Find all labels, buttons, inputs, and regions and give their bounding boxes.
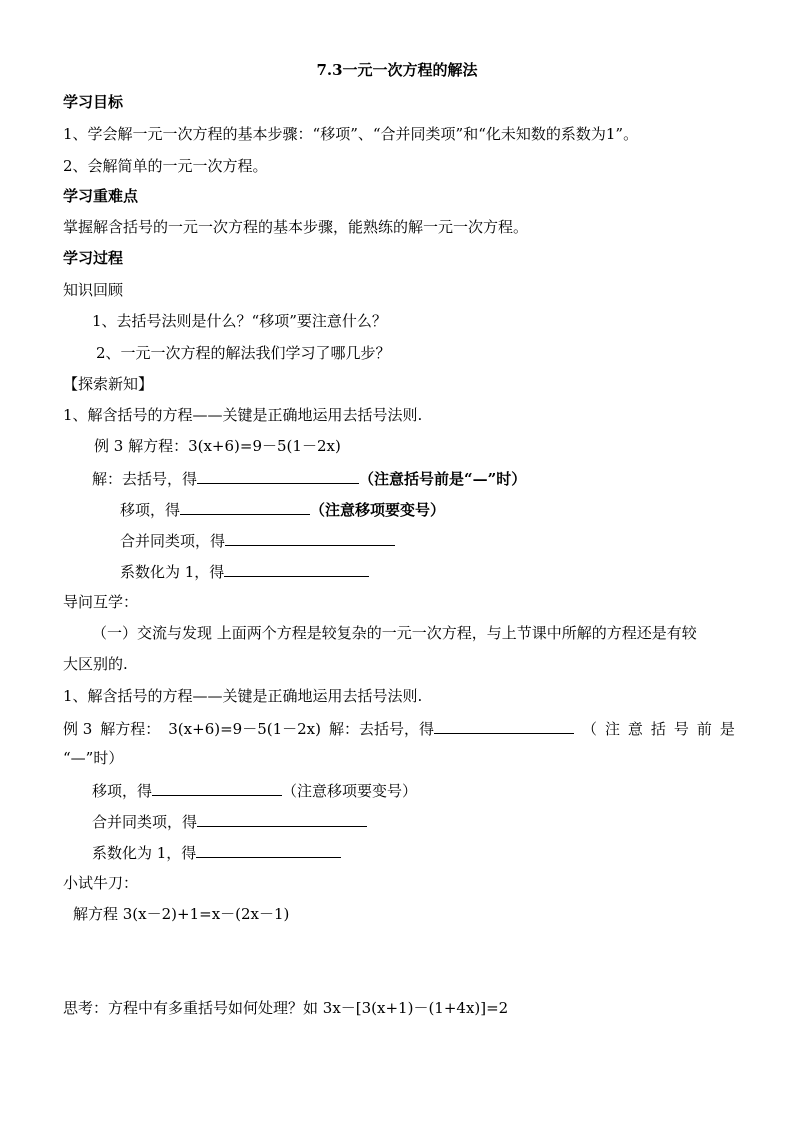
step-2-note: （注意移项要变号） (310, 501, 446, 519)
example-b-label: 例 3 (63, 720, 93, 738)
note-char-5: 前 (696, 720, 712, 738)
step-2-prefix: 移项，得 (92, 782, 153, 800)
answer-blank-3[interactable] (225, 529, 395, 546)
process-heading: 学习过程 (63, 249, 124, 267)
step-2-prefix: 移项，得 (120, 501, 181, 519)
note-char-3: 括 (650, 720, 666, 738)
example-b-step-2 (92, 779, 417, 801)
note-char-2: 意 (627, 720, 643, 738)
page-title: 7.3一元一次方程的解法 (316, 61, 478, 79)
note-char-4: 号 (673, 720, 689, 738)
example-b-note-tail: “—”时） (63, 749, 124, 767)
example-b-step-1 (329, 717, 574, 739)
goal-2: 2、会解简单的一元一次方程。 (63, 157, 268, 175)
example-a-step-3 (120, 529, 395, 551)
explore-heading: 【探索新知】 (63, 375, 154, 393)
step-3-prefix: 合并同类项，得 (92, 813, 198, 831)
step-4-prefix: 系数化为 1，得 (120, 563, 225, 581)
think-text: 思考：方程中有多重括号如何处理？如 3x－[3(x+1)－(1+4x)]=2 (63, 999, 509, 1017)
answer-blank-4[interactable] (224, 560, 369, 577)
answer-blank-5[interactable] (434, 717, 574, 734)
explore-item-1-repeat: 1、解含括号的方程——关键是正确地运用去括号法则. (63, 687, 423, 705)
practice-heading: 小试牛刀： (63, 874, 139, 892)
key-heading: 学习重难点 (63, 187, 139, 205)
note-char-6: 是 (719, 720, 735, 738)
step-2-note: （注意移项要变号） (282, 782, 418, 800)
example-b-equation-label: 解方程： (100, 720, 161, 738)
key-text: 掌握解含括号的一元一次方程的基本步骤，能熟练的解一元一次方程。 (63, 218, 529, 236)
practice-problem: 解方程 3(x－2)+1=x－(2x－1) (73, 905, 290, 923)
example-a-label: 例 3 解方程：3(x+6)=9－5(1－2x) (94, 437, 341, 455)
review-item-2: 2、一元一次方程的解法我们学习了哪几步？ (96, 344, 391, 362)
example-a-step-4 (120, 560, 369, 582)
answer-blank-6[interactable] (152, 779, 282, 796)
goals-heading: 学习目标 (63, 93, 124, 111)
goal-1: 1、学会解一元一次方程的基本步骤：“移项”、“合并同类项”和“化未知数的系数为1”。 (63, 125, 639, 143)
step-1-prefix: 解：去括号，得 (92, 470, 198, 488)
guide-heading: 导问互学： (63, 593, 139, 611)
example-b-row (63, 717, 735, 739)
note-char-1: 注 (604, 720, 620, 738)
step-3-prefix: 合并同类项，得 (120, 532, 226, 550)
step-1-note: （注意括号前是“—”时） (359, 470, 527, 488)
example-a-step-2 (120, 498, 445, 520)
answer-blank-2[interactable] (180, 498, 310, 515)
example-b-step-3 (92, 810, 367, 832)
review-heading: 知识回顾 (63, 281, 124, 299)
example-b-step-4 (92, 841, 341, 863)
answer-blank-8[interactable] (196, 841, 341, 858)
answer-blank-7[interactable] (197, 810, 367, 827)
note-char-0: （ (581, 720, 597, 738)
review-item-1: 1、去括号法则是什么？“移项”要注意什么？ (92, 312, 387, 330)
example-b-equation: 3(x+6)=9－5(1－2x) (168, 720, 321, 738)
step-1-prefix: 解：去括号，得 (328, 720, 434, 738)
guide-paragraph-line-2: 大区别的. (63, 655, 128, 673)
answer-blank-1[interactable] (197, 467, 359, 484)
example-a-step-1 (92, 467, 526, 489)
explore-item-1: 1、解含括号的方程——关键是正确地运用去括号法则. (63, 406, 423, 424)
step-4-prefix: 系数化为 1，得 (92, 844, 197, 862)
guide-paragraph-line-1: （一）交流与发现 上面两个方程是较复杂的一元一次方程，与上节课中所解的方程还是有较 (92, 624, 697, 642)
